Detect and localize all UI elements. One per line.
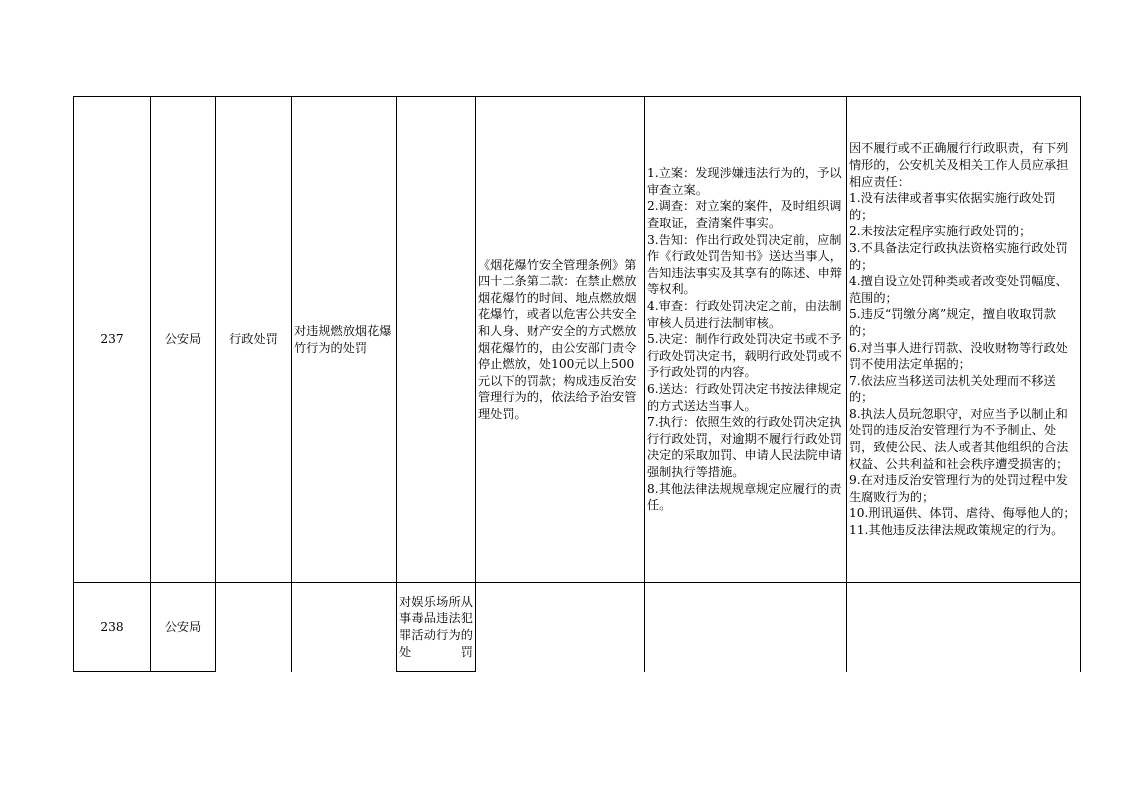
responsibility-item: 8.执法人员玩忽职守，对应当予以制止和处罚的违反治安管理行为不予制止、处罚，致使公民、法人或者其他组织的合法权益、公共利益和社会秩序遭受损害的； [849,406,1069,471]
responsibility-item: 因不履行或不正确履行行政职责，有下列情形的，公安机关及相关工作人员应承担相应责任： [849,141,1069,189]
item-name-cell: 对违规燃放烟花爆竹行为的处罚 [292,97,397,583]
process-step: 1.立案：发现涉嫌违法行为的，予以审查立案。 [647,166,842,197]
responsibility-cell [847,583,1081,672]
responsibility-cell [847,97,1081,583]
power-type-cell [216,583,292,672]
sub-item-cell [397,97,476,583]
responsibility-item: 4.擅自设立处罚种类或者改变处罚幅度、范围的； [849,274,1068,305]
process-step: 7.执行：依照生效的行政处罚决定执行行政处罚，对逾期不履行行政处罚决定的采取加罚、申请人民法院申请强制执行等措施。 [647,415,842,479]
table-row [74,97,1081,583]
process-step: 8.其他法律法规规章规定应履行的责任。 [647,481,842,513]
department-cell: 公安局 [151,97,216,583]
process-cell [645,97,847,583]
responsibility-item: 9.在对违反治安管理行为的处罚过程中发生腐败行为的； [849,473,1068,504]
responsibility-item: 11.其他违反法律法规政策规定的行为。 [849,523,1064,538]
responsibility-item: 6.对当事人进行罚款、没收财物等行政处罚不使用法定单据的； [849,340,1068,372]
process-step: 5.决定：制作行政处罚决定书或不予行政处罚决定书，载明行政处罚或不予行政处罚的内容。 [647,332,842,380]
responsibility-item: 7.依法应当移送司法机关处理而不移送的； [849,373,1056,405]
row-number-cell: 238 [74,583,151,672]
sub-item-cell: 对娱乐场所从事毒品违法犯罪活动行为的处罚 [397,583,476,672]
power-type-cell: 行政处罚 [216,97,292,583]
responsibility-item: 3.不具备法定行政执法资格实施行政处罚的； [849,240,1068,272]
process-step: 6.送达：行政处罚决定书按法律规定的方式送达当事人。 [647,381,842,413]
row-number-cell: 237 [74,97,151,583]
process-step: 2.调查：对立案的案件，及时组织调查取证，查清案件事实。 [647,199,842,231]
item-name-cell [292,583,397,672]
responsibility-item: 5.违反“罚缴分离”规定，擅自收取罚款的； [849,307,1056,338]
department-cell: 公安局 [151,583,216,672]
legal-basis-cell [476,583,645,672]
responsibility-item: 2.未按法定程序实施行政处罚的； [849,224,1032,239]
power-list-table [73,96,1081,672]
responsibility-item: 1.没有法律或者事实依据实施行政处罚的； [849,191,1056,222]
process-step: 4.审查：行政处罚决定之前，由法制审核人员进行法制审核。 [647,299,842,330]
table-row [74,583,1081,672]
legal-basis-cell: 《烟花爆竹安全管理条例》第四十二条第二款：在禁止燃放烟花爆竹的时间、地点燃放烟花爆竹，或者以危害公共安全和人身、财产安全的方式燃放烟花爆竹的，由公安部门责令停止燃放，处100元以上500元以下的罚款；构成违反治安管理行为的，依法给予治安管理处罚。 [476,97,645,583]
process-step: 3.告知：作出行政处罚决定前，应制作《行政处罚告知书》送达当事人，告知违法事实及其享有的陈述、申辩等权利。 [647,232,842,297]
process-cell [645,583,847,672]
document-sheet [73,96,1076,672]
responsibility-item: 10.刑讯逼供、体罚、虐待、侮辱他人的； [849,506,1076,521]
